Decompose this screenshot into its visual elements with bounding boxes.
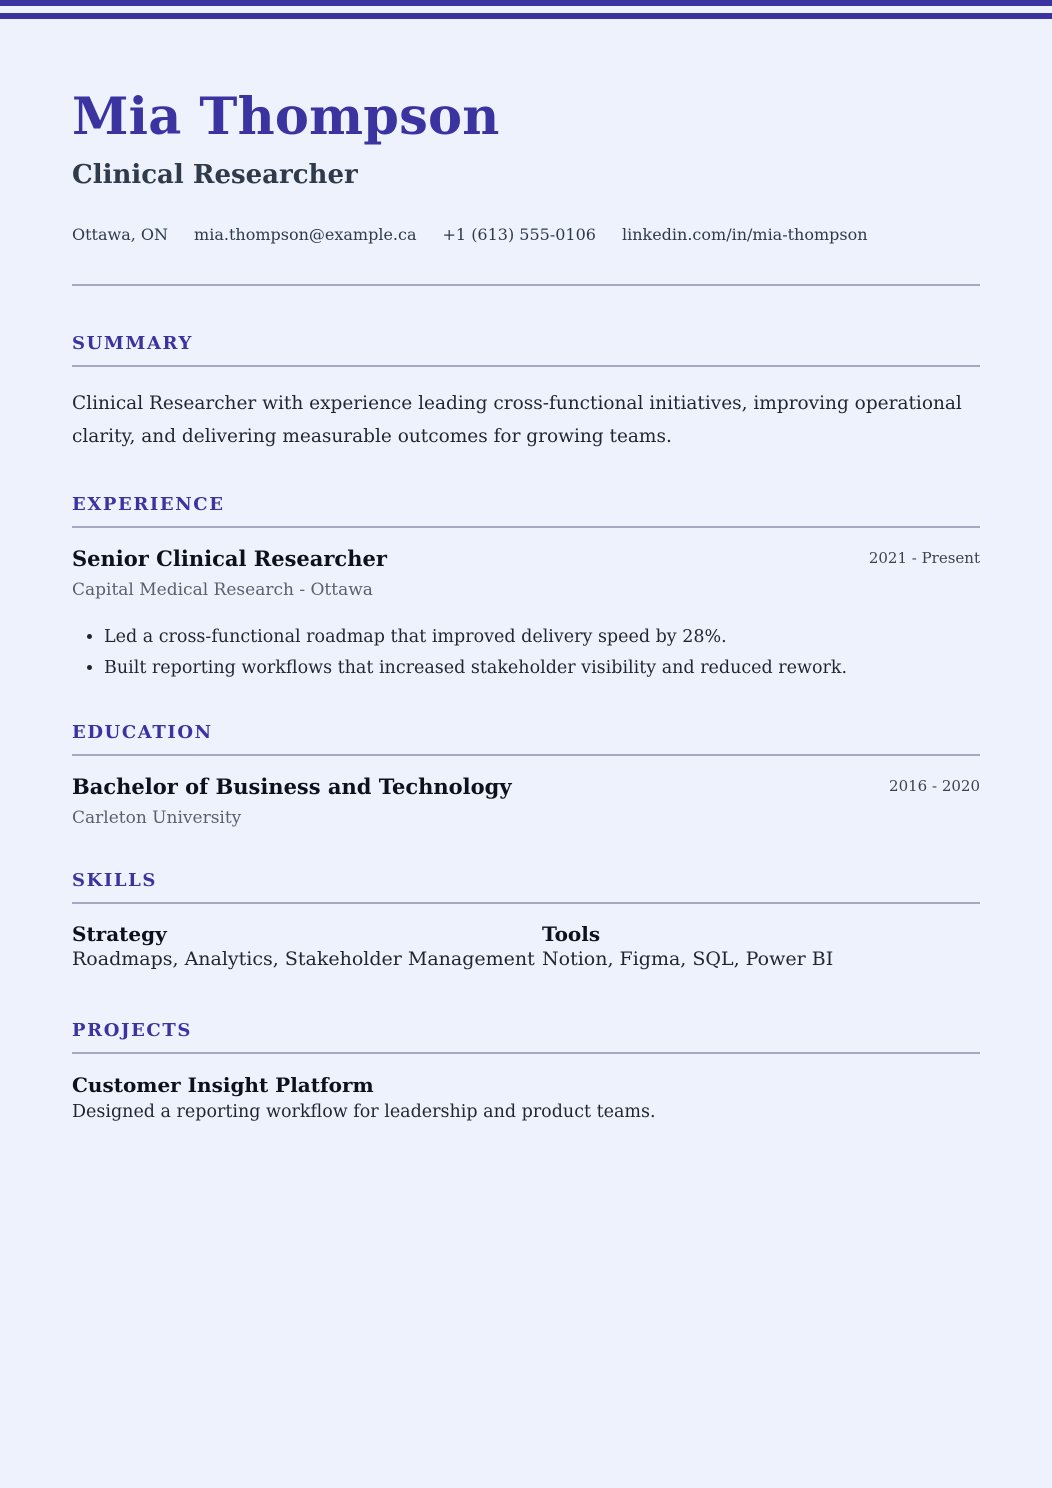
top-accent-stripe-secondary <box>0 13 1052 19</box>
section-divider-experience <box>72 526 980 528</box>
section-divider-education <box>72 754 980 756</box>
skill-group-items: Notion, Figma, SQL, Power BI <box>542 948 834 970</box>
contact-phone[interactable]: +1 (613) 555-0106 <box>442 225 596 244</box>
skill-group <box>72 922 535 974</box>
candidate-name: Mia Thompson <box>72 87 500 147</box>
top-accent-stripe <box>0 0 1052 6</box>
section-title-experience: EXPERIENCE <box>72 494 225 515</box>
header-divider <box>72 284 980 286</box>
section-divider-projects <box>72 1052 980 1054</box>
experience-bullets <box>72 622 980 684</box>
project-name: Customer Insight Platform <box>72 1073 374 1097</box>
section-title-projects: PROJECTS <box>72 1020 192 1041</box>
education-institution: Carleton University <box>72 808 242 828</box>
skill-group-items: Roadmaps, Analytics, Stakeholder Management <box>72 948 535 970</box>
contact-email[interactable]: mia.thompson@example.ca <box>194 225 417 244</box>
skill-group <box>542 922 833 974</box>
experience-position: Senior Clinical Researcher <box>72 546 387 571</box>
contact-location: Ottawa, ON <box>72 225 169 244</box>
section-divider-summary <box>72 365 980 367</box>
skill-group-name: Strategy <box>72 922 167 946</box>
section-title-summary: SUMMARY <box>72 333 193 354</box>
skill-group-name: Tools <box>542 922 601 946</box>
experience-bullet: • Led a cross-functional roadmap that improved delivery speed by 28%. <box>104 622 980 653</box>
education-degree: Bachelor of Business and Technology <box>72 774 512 799</box>
education-dates: 2016 - 2020 <box>889 777 980 795</box>
candidate-role: Clinical Researcher <box>72 160 358 190</box>
section-divider-skills <box>72 902 980 904</box>
summary-text: Clinical Researcher with experience leading cross-functional initiatives, improving operational clarity, and delivering measurable outcomes for growing teams. <box>72 393 962 447</box>
experience-organization: Capital Medical Research - Ottawa <box>72 580 373 600</box>
section-title-skills: SKILLS <box>72 870 157 891</box>
contact-linkedin[interactable]: linkedin.com/in/mia-thompson <box>621 225 868 244</box>
project-description: Designed a reporting workflow for leadership and product teams. <box>72 1102 656 1122</box>
contact-line <box>72 225 868 244</box>
experience-bullet: • Built reporting workflows that increased stakeholder visibility and reduced rework. <box>104 653 980 684</box>
section-title-education: EDUCATION <box>72 722 213 743</box>
experience-dates: 2021 - Present <box>868 549 980 567</box>
